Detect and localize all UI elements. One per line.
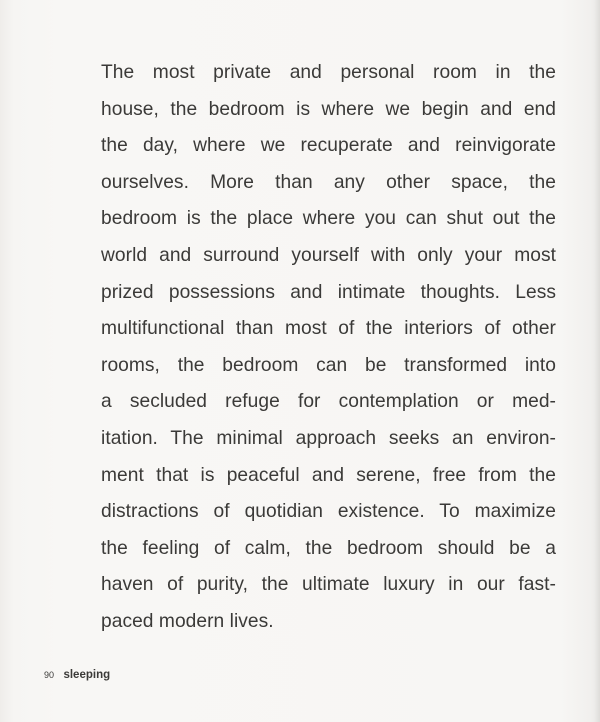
paragraph-line: distractions of quotidian existence. To maximize [101, 501, 556, 523]
paragraph-line: multifunctional than most of the interiors of other [101, 318, 556, 340]
paragraph-line: paced modern lives. [101, 610, 274, 632]
paragraph-line: a secluded refuge for contemplation or med- [101, 391, 556, 413]
paragraph-line: world and surround yourself with only your most [101, 244, 556, 266]
page-number: 90 [44, 670, 55, 680]
page-footer [44, 665, 110, 683]
paragraph-line: house, the bedroom is where we begin and end [101, 98, 556, 120]
paragraph-line: ourselves. More than any other space, the [101, 171, 556, 193]
page-edge-shadow [594, 0, 600, 722]
body-paragraph [101, 55, 556, 641]
paragraph-line: ment that is peaceful and serene, free from the [101, 464, 556, 486]
section-label: sleeping [63, 669, 111, 681]
paragraph-line: The most private and personal room in the [101, 62, 556, 83]
paragraph-line: prized possessions and intimate thoughts. Less [101, 281, 556, 303]
paragraph-line: the feeling of calm, the bedroom should be a [101, 537, 556, 559]
paragraph-line: the day, where we recuperate and reinvigorate [101, 135, 556, 157]
paragraph-line: bedroom is the place where you can shut out the [101, 208, 556, 230]
paragraph-line: haven of purity, the ultimate luxury in our fast- [101, 574, 556, 596]
paragraph-line: rooms, the bedroom can be transformed into [101, 354, 556, 376]
paragraph-line: itation. The minimal approach seeks an environ- [101, 427, 556, 449]
